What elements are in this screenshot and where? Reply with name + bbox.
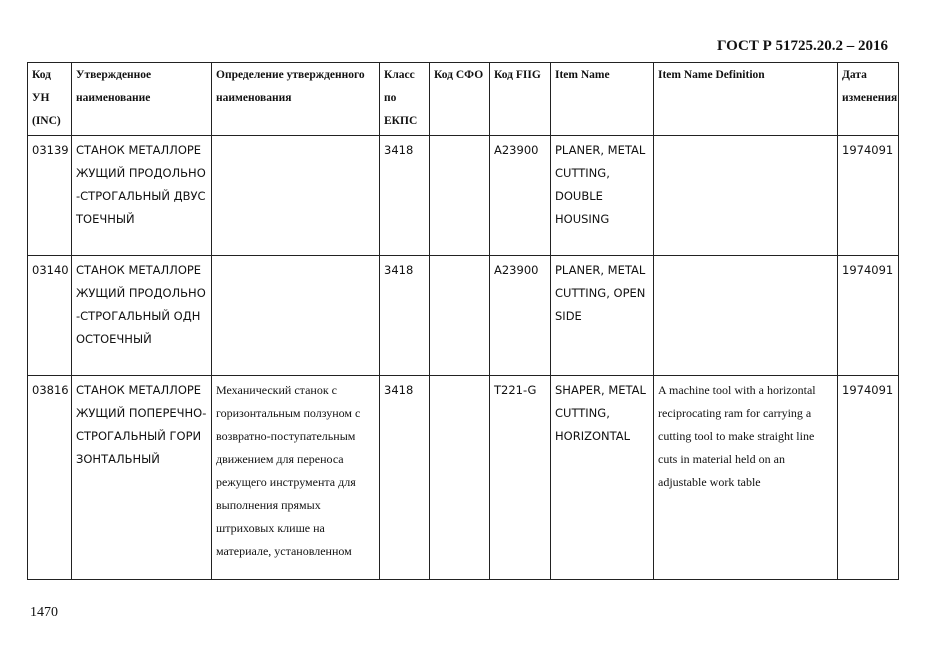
cell-inc: 03140 [28, 256, 72, 376]
column-header-item-name: Item Name [551, 63, 654, 136]
cell-name-definition [212, 136, 380, 256]
nomenclature-table [27, 62, 899, 580]
cell-change-date: 1974091 [838, 256, 899, 376]
cell-item-name: PLANER, METAL CUTTING, DOUBLE HOUSING [551, 136, 654, 256]
cell-item-name: SHAPER, METAL CUTTING, HORIZONTAL [551, 376, 654, 580]
cell-ekps-class: 3418 [380, 376, 430, 580]
cell-item-name-definition [654, 256, 838, 376]
cell-change-date: 1974091 [838, 376, 899, 580]
cell-sfo-code [430, 256, 490, 376]
cell-inc: 03816 [28, 376, 72, 580]
cell-fiig-code: A23900 [490, 256, 551, 376]
cell-sfo-code [430, 136, 490, 256]
column-header-approved-name: Утвержденное наименование [72, 63, 212, 136]
cell-name-definition [212, 256, 380, 376]
column-header-name-definition: Определение утвержденного наименования [212, 63, 380, 136]
column-header-sfo-code: Код СФО [430, 63, 490, 136]
cell-ekps-class: 3418 [380, 136, 430, 256]
cell-approved-name: СТАНОК МЕТАЛЛОРЕЖУЩИЙ ПРОДОЛЬНО-СТРОГАЛЬНЫЙ ДВУСТОЕЧНЫЙ [72, 136, 212, 256]
column-header-fiig-code: Код FIIG [490, 63, 551, 136]
cell-fiig-code: T221-G [490, 376, 551, 580]
cell-item-name-definition [654, 136, 838, 256]
cell-change-date: 1974091 [838, 136, 899, 256]
cell-item-name-definition: A machine tool with a horizontal reciprocating ram for carrying a cutting tool to make straight line cuts in material held on an adjustable work table [654, 376, 838, 580]
table-row [28, 376, 899, 580]
column-header-inc: Код УН (INC) [28, 63, 72, 136]
column-header-change-date: Дата изменения [838, 63, 899, 136]
cell-name-definition: Механический станок с горизонтальным ползуном с возвратно-поступательным движением для переноса режущего инструмента для выполнения прямых штриховых клише на материале, установленном [212, 376, 380, 580]
table-header-row [28, 63, 899, 136]
table-row [28, 136, 899, 256]
column-header-ekps-class: Класс по ЕКПС [380, 63, 430, 136]
cell-sfo-code [430, 376, 490, 580]
cell-fiig-code: A23900 [490, 136, 551, 256]
cell-approved-name: СТАНОК МЕТАЛЛОРЕЖУЩИЙ ПРОДОЛЬНО-СТРОГАЛЬНЫЙ ОДНОСТОЕЧНЫЙ [72, 256, 212, 376]
page-number: 1470 [30, 605, 58, 620]
cell-item-name: PLANER, METAL CUTTING, OPEN SIDE [551, 256, 654, 376]
document-code: ГОСТ Р 51725.20.2 – 2016 [716, 38, 888, 54]
cell-ekps-class: 3418 [380, 256, 430, 376]
column-header-item-name-definition: Item Name Definition [654, 63, 838, 136]
cell-inc: 03139 [28, 136, 72, 256]
table-row [28, 256, 899, 376]
cell-approved-name: СТАНОК МЕТАЛЛОРЕЖУЩИЙ ПОПЕРЕЧНО-СТРОГАЛЬНЫЙ ГОРИЗОНТАЛЬНЫЙ [72, 376, 212, 580]
